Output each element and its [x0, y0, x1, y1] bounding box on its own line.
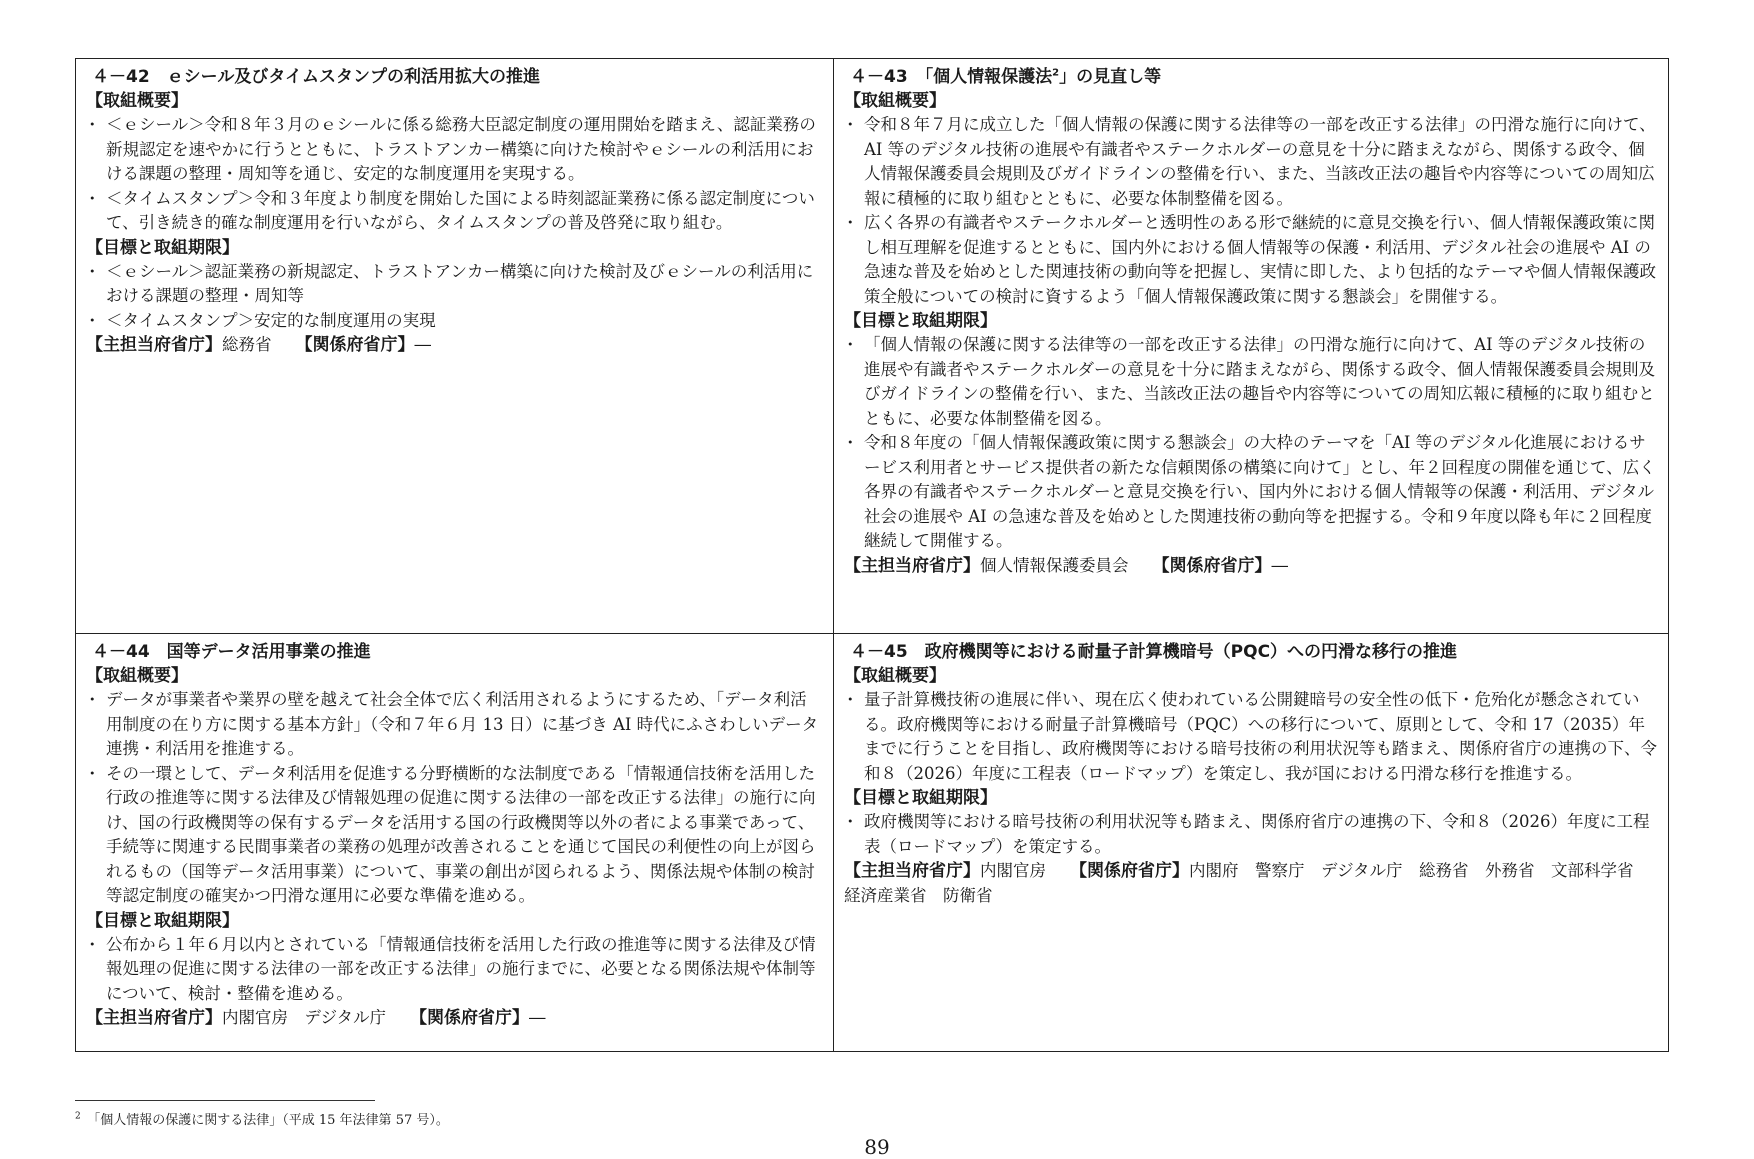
responsible-ministries: [844, 554, 1658, 579]
measure-title: ４－43 「個人情報保護法$^2$」の見直し等: [850, 67, 1162, 87]
overview-list: [844, 688, 1658, 786]
overview-list: [844, 113, 1658, 309]
related-label: 【関係府省庁】: [295, 335, 415, 355]
overview-list: [86, 113, 823, 236]
footnote: [75, 1112, 449, 1130]
list-item: ・ 「個人情報の保護に関する法律等の一部を改正する法律」の円滑な施行に向けて、AI 等のデジタル技術の進展や有識者やステークホルダーの意見を十分に踏まえながら、関係する政令、個人情報保護委員会規則及びガイドラインの整備を行い、また、当該改正法の趣旨や内容等についての周知広報に積極的に取り組むとともに、必要な体制整備を図る。: [844, 333, 1658, 431]
list-item: ・ 政府機関等における暗号技術の利用状況等も踏まえ、関係府省庁の連携の下、令和８（2026）年度に工程表（ロードマップ）を策定する。: [844, 810, 1658, 859]
goals-list: [844, 810, 1658, 859]
goals-heading: 【目標と取組期限】: [86, 910, 239, 931]
lead-ministry: 総務省: [222, 335, 272, 354]
list-item: ・ その一環として、データ利活用を促進する分野横断的な法制度である「情報通信技術を活用した行政の推進等に関する法律及び情報処理の促進に関する法律の一部を改正する法律」の施行に向け、国の行政機関等の保有するデータを活用する国の行政機関等以外の者による事業であって、手続等に関連する民間事業者の業務の処理が改善されることを通じて国民の利便性の向上が図られるもの（国等データ活用事業）について、事業の創出が図られるよう、関係法規や体制の検討等認定制度の確実かつ円滑な運用に必要な準備を進める。: [86, 762, 823, 909]
footnote-text: 「個人情報の保護に関する法律」（平成 15 年法律第 57 号）。: [93, 1113, 449, 1128]
goals-heading: 【目標と取組期限】: [86, 237, 239, 258]
measure-4-43: [834, 59, 1668, 634]
list-item: ・ データが事業者や業界の壁を越えて社会全体で広く利活用されるようにするため、「データ利活用制度の在り方に関する基本方針」（令和７年６月 13 日）に基づき AI 時代にふさわしいデータ連携・利活用を推進する。: [86, 688, 823, 762]
overview-heading: 【取組概要】: [844, 666, 946, 686]
overview-heading: 【取組概要】: [844, 91, 946, 111]
lead-label: 【主担当府省庁】: [844, 555, 980, 576]
list-item: ・ ＜タイムスタンプ＞令和３年度より制度を開始した国による時刻認証業務に係る認定制度について、引き続き的確な制度運用を行いながら、タイムスタンプの普及啓発に取り組む。: [86, 187, 823, 236]
responsible-ministries: [844, 859, 1658, 908]
list-item: ・ 公布から１年６月以内とされている「情報通信技術を活用した行政の推進等に関する法律及び情報処理の促進に関する法律の一部を改正する法律」の施行までに、必要となる関係法規や体制等について、検討・整備を進める。: [86, 933, 823, 1007]
goals-heading: 【目標と取組期限】: [844, 788, 997, 808]
related-ministries: ―: [1271, 555, 1288, 575]
measure-4-44: [76, 634, 834, 1051]
responsible-ministries: [86, 1006, 823, 1031]
measures-table: [75, 58, 1669, 1052]
list-item: ・ 令和８年７月に成立した「個人情報の保護に関する法律等の一部を改正する法律」の円滑な施行に向けて、AI 等のデジタル技術の進展や有識者やステークホルダーの意見を十分に踏まえながら、関係する政令、個人情報保護委員会規則及びガイドラインの整備を行い、また、当該改正法の趣旨や内容等についての周知広報に積極的に取り組むとともに、必要な体制整備を図る。: [844, 113, 1658, 211]
list-item: ・ ＜ｅシール＞令和８年３月のｅシールに係る総務大臣認定制度の運用開始を踏まえ、認証業務の新規認定を速やかに行うとともに、トラストアンカー構築に向けた検討やｅシールの利活用における課題の整理・周知等を通じ、安定的な制度運用を実現する。: [86, 113, 823, 187]
page-number: 89: [864, 1135, 890, 1159]
overview-heading: 【取組概要】: [86, 666, 188, 686]
related-label: 【関係府省庁】: [410, 1008, 530, 1028]
related-label: 【関係府省庁】: [1070, 861, 1189, 881]
lead-ministry: 個人情報保護委員会: [980, 555, 1129, 575]
footnote-mark: 2: [75, 1111, 81, 1122]
measure-title: ４－42 ｅシール及びタイムスタンプの利活用拡大の推進: [92, 67, 540, 87]
goals-list: [86, 933, 823, 1007]
overview-list: [86, 688, 823, 909]
goals-list: [86, 260, 823, 334]
list-item: ・ ＜タイムスタンプ＞安定的な制度運用の実現: [86, 309, 823, 334]
related-ministries: ―: [414, 335, 431, 354]
lead-ministry: 内閣官房: [980, 861, 1046, 880]
related-ministries: 内閣府 警察庁 デジタル庁 総務省 外務省 文部科学省 経済産業省 防衛省: [844, 861, 1651, 905]
related-label: 【関係府省庁】: [1152, 555, 1272, 576]
related-ministries: ―: [529, 1008, 546, 1027]
lead-ministry: 内閣官房 デジタル庁: [222, 1008, 387, 1027]
list-item: ・ 令和８年度の「個人情報保護政策に関する懇談会」の大枠のテーマを「AI 等のデジタル化進展におけるサービス利用者とサービス提供者の新たな信頼関係の構築に向けて」とし、年２回程度の開催を通じて、広く各界の有識者やステークホルダーと意見交換を行い、国内外における個人情報等の保護・利活用、デジタル社会の進展や AI の急速な普及を始めとした関連技術の動向等を把握する。令和９年度以降も年に２回程度継続して開催する。: [844, 431, 1658, 554]
measure-4-42: [76, 59, 834, 634]
lead-label: 【主担当府省庁】: [86, 1008, 222, 1028]
goals-list: [844, 333, 1658, 554]
goals-heading: 【目標と取組期限】: [844, 311, 997, 331]
footnote-ref: 2: [1052, 67, 1060, 79]
responsible-ministries: [86, 333, 823, 358]
measure-4-45: [834, 634, 1668, 1051]
overview-heading: 【取組概要】: [86, 91, 188, 111]
measure-title: ４－45 政府機関等における耐量子計算機暗号（PQC）への円滑な移行の推進: [850, 642, 1458, 662]
measure-title: ４－44 国等データ活用事業の推進: [92, 642, 371, 662]
lead-label: 【主担当府省庁】: [86, 335, 222, 355]
list-item: ・ ＜ｅシール＞認証業務の新規認定、トラストアンカー構築に向けた検討及びｅシールの利活用における課題の整理・周知等: [86, 260, 823, 309]
list-item: ・ 広く各界の有識者やステークホルダーと透明性のある形で継続的に意見交換を行い、個人情報保護政策に関し相互理解を促進するとともに、国内外における個人情報等の保護・利活用、デジタル社会の進展や AI の急速な普及を始めとした関連技術の動向等を把握し、実情に即した、より包括的なテーマや個人情報保護政策全般についての検討に資するよう「個人情報保護政策に関する懇談会」を開催する。: [844, 211, 1658, 309]
footnote-separator: [75, 1100, 375, 1101]
list-item: ・ 量子計算機技術の進展に伴い、現在広く使われている公開鍵暗号の安全性の低下・危殆化が懸念されている。政府機関等における耐量子計算機暗号（PQC）への移行について、原則として、令和 17（2035）年までに行うことを目指し、政府機関等における暗号技術の利用状況等も踏まえ、関係府省庁の連携の下、令和８（2026）年度に工程表（ロードマップ）を策定し、我が国における円滑な移行を推進する。: [844, 688, 1658, 786]
lead-label: 【主担当府省庁】: [844, 861, 980, 881]
